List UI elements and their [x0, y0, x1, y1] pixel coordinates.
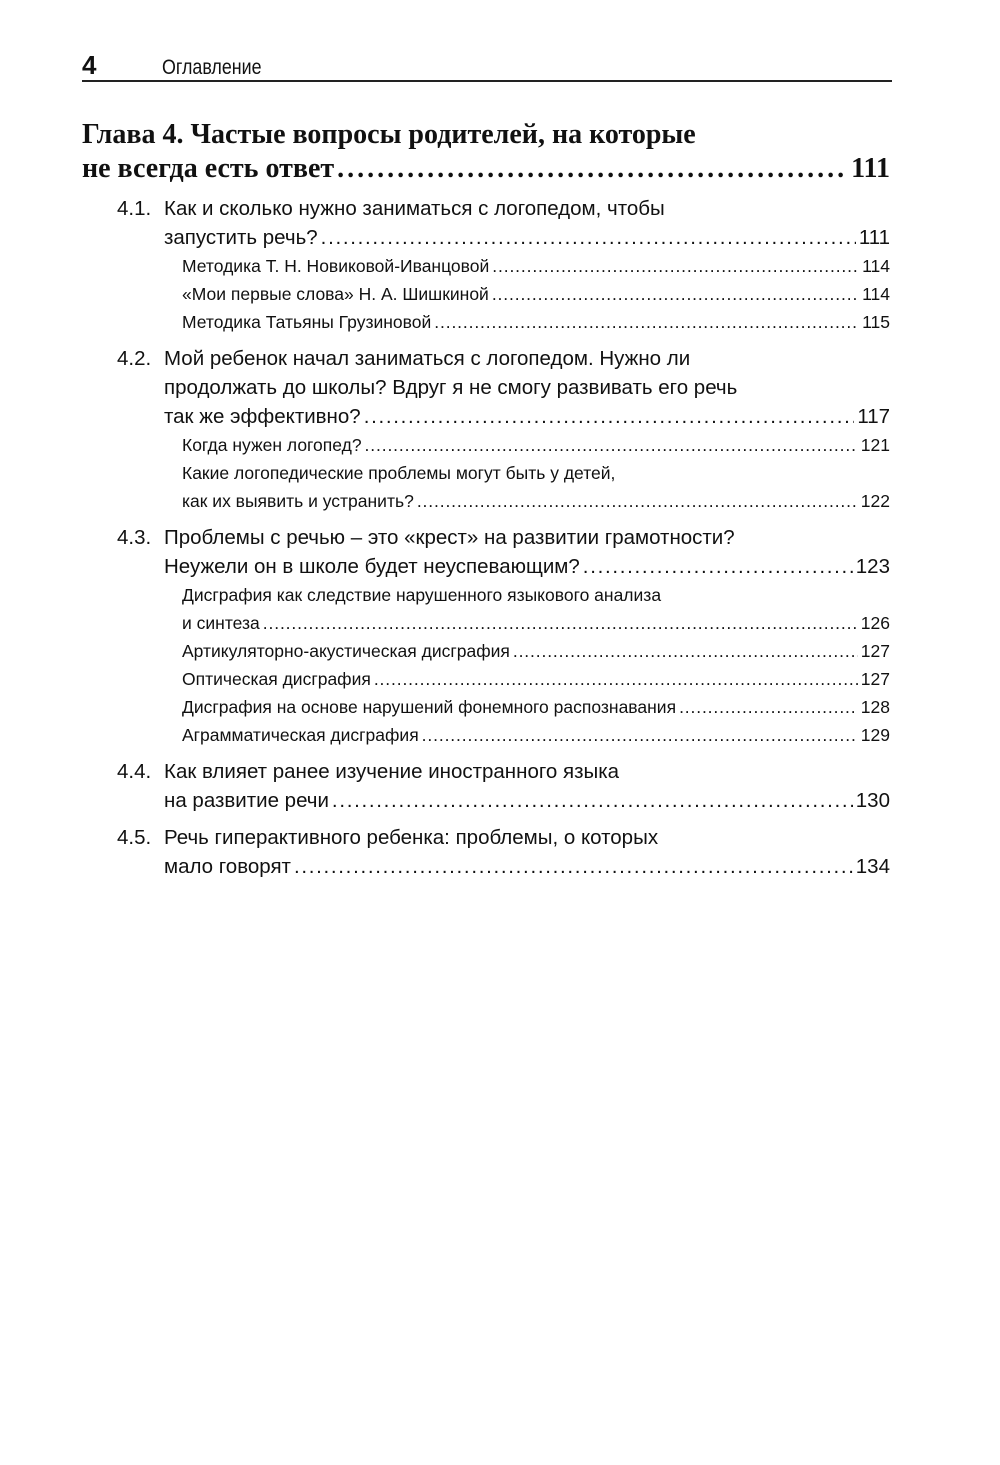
toc-subsection: [182, 693, 890, 721]
subsection-page-number: 114: [862, 256, 890, 276]
section-title-line: на развитие речи: [164, 789, 329, 812]
subsection-page-number: 127: [860, 669, 890, 689]
dot-leader: [337, 152, 848, 186]
section-number: 4.1.: [117, 197, 152, 220]
dot-leader: [365, 431, 858, 459]
subsection-page-number: 129: [860, 725, 890, 745]
toc-subsection: [182, 308, 890, 336]
dot-leader: [332, 786, 853, 815]
section-number: 4.5.: [117, 826, 152, 849]
section-number: 4.4.: [117, 760, 152, 783]
dot-leader: [583, 552, 853, 581]
chapter-page-number: 111: [851, 153, 890, 184]
section-leader-row: [164, 552, 890, 581]
page-number: 4: [82, 50, 97, 80]
subsection-page-number: 122: [860, 491, 890, 511]
dot-leader: [364, 402, 855, 431]
section-page-number: 111: [858, 226, 890, 249]
dot-leader: [321, 223, 856, 252]
section-text: [164, 757, 890, 815]
subsection-leader-row: [182, 693, 890, 721]
toc-section: [82, 757, 890, 815]
subsection-page-number: 121: [860, 435, 890, 455]
subsection-page-number: 114: [862, 284, 890, 304]
subsection-title-line: Когда нужен логопед?: [182, 435, 362, 455]
subsection-title-line: как их выявить и устранить?: [182, 491, 414, 511]
toc-subsection: [182, 581, 890, 637]
subsection-page-number: 126: [860, 613, 890, 633]
toc-chapter: [82, 118, 890, 186]
section-title-line: Мой ребенок начал заниматься с логопедом. Нужно ли: [164, 347, 691, 370]
dot-leader: [434, 308, 859, 336]
subsection-leader-row: [182, 721, 890, 749]
section-leader-row: [164, 852, 890, 881]
section-number: 4.3.: [117, 526, 152, 549]
section-number: 4.2.: [117, 347, 152, 370]
subsection-leader-row: [182, 637, 890, 665]
subsection-page-number: 115: [862, 312, 890, 332]
subsection-leader-row: [182, 609, 890, 637]
section-page-number: 123: [855, 555, 890, 578]
section-leader-row: [164, 786, 890, 815]
dot-leader: [263, 609, 858, 637]
subsection-leader-row: [182, 280, 890, 308]
section-title-line: Проблемы с речью – это «крест» на развитии грамотности?: [164, 526, 735, 549]
dot-leader: [422, 721, 858, 749]
section-page-number: 134: [855, 855, 890, 878]
subsection-leader-row: [182, 431, 890, 459]
running-title: Оглавление: [162, 56, 262, 79]
dot-leader: [492, 252, 859, 280]
section-title-line: мало говорят: [164, 855, 291, 878]
chapter-title-line: не всегда есть ответ: [82, 153, 335, 184]
toc-subsection: [182, 252, 890, 280]
toc-subsection: [182, 721, 890, 749]
subsection-page-number: 127: [860, 641, 890, 661]
section-text: [164, 344, 890, 431]
subsection-title-line: Дисграфия на основе нарушений фонемного распознавания: [182, 697, 677, 717]
subsection-title-line: Артикуляторно-акустическая дисграфия: [182, 641, 510, 661]
subsection-title-line: Методика Т. Н. Новиковой-Иванцовой: [182, 256, 490, 276]
toc-section: [82, 823, 890, 881]
section-leader-row: [164, 402, 890, 431]
chapter-title-line: Глава 4. Частые вопросы родителей, на которые: [82, 119, 696, 150]
dot-leader: [417, 487, 858, 515]
toc-sections: [82, 194, 890, 881]
dot-leader: [374, 665, 858, 693]
subsection-title-line: и синтеза: [182, 613, 260, 633]
subsection-leader-row: [182, 487, 890, 515]
dot-leader: [513, 637, 858, 665]
dot-leader: [679, 693, 858, 721]
subsection-title-line: «Мои первые слова» Н. А. Шишкиной: [182, 284, 489, 304]
section-title-line: Речь гиперактивного ребенка: проблемы, о которых: [164, 826, 659, 849]
toc-subsection: [182, 637, 890, 665]
table-of-contents: [82, 118, 890, 881]
subsection-title-line: Оптическая дисграфия: [182, 669, 371, 689]
dot-leader: [294, 852, 853, 881]
running-head: [82, 50, 892, 80]
subsection-page-number: 128: [860, 697, 890, 717]
toc-subsection: [182, 431, 890, 459]
toc-subsection: [182, 459, 890, 515]
chapter-leader-row: [82, 152, 890, 186]
dot-leader: [492, 280, 859, 308]
section-title-line: продолжать до школы? Вдруг я не смогу развивать его речь: [164, 376, 738, 399]
section-text: [164, 523, 890, 581]
section-title-line: Неужели он в школе будет неуспевающим?: [164, 555, 580, 578]
section-title-line: Как и сколько нужно заниматься с логопедом, чтобы: [164, 197, 665, 220]
subsection-title-line: Аграмматическая дисграфия: [182, 725, 419, 745]
toc-section: [82, 194, 890, 252]
section-title-line: так же эффективно?: [164, 405, 361, 428]
subsection-leader-row: [182, 665, 890, 693]
section-leader-row: [164, 223, 890, 252]
subsection-title-line: Дисграфия как следствие нарушенного языкового анализа: [182, 585, 662, 605]
toc-subsection: [182, 280, 890, 308]
subsection-leader-row: [182, 252, 890, 280]
section-title-line: запустить речь?: [164, 226, 318, 249]
subsection-title-line: Методика Татьяны Грузиновой: [182, 312, 432, 332]
subsection-title-line: Какие логопедические проблемы могут быть у детей,: [182, 463, 616, 483]
section-page-number: 130: [855, 789, 890, 812]
section-title-line: Как влияет ранее изучение иностранного языка: [164, 760, 620, 783]
toc-section: [82, 523, 890, 581]
header-rule: [82, 80, 892, 82]
subsection-leader-row: [182, 308, 890, 336]
section-page-number: 117: [857, 405, 890, 428]
section-text: [164, 194, 890, 252]
toc-subsection: [182, 665, 890, 693]
section-text: [164, 823, 890, 881]
toc-section: [82, 344, 890, 431]
